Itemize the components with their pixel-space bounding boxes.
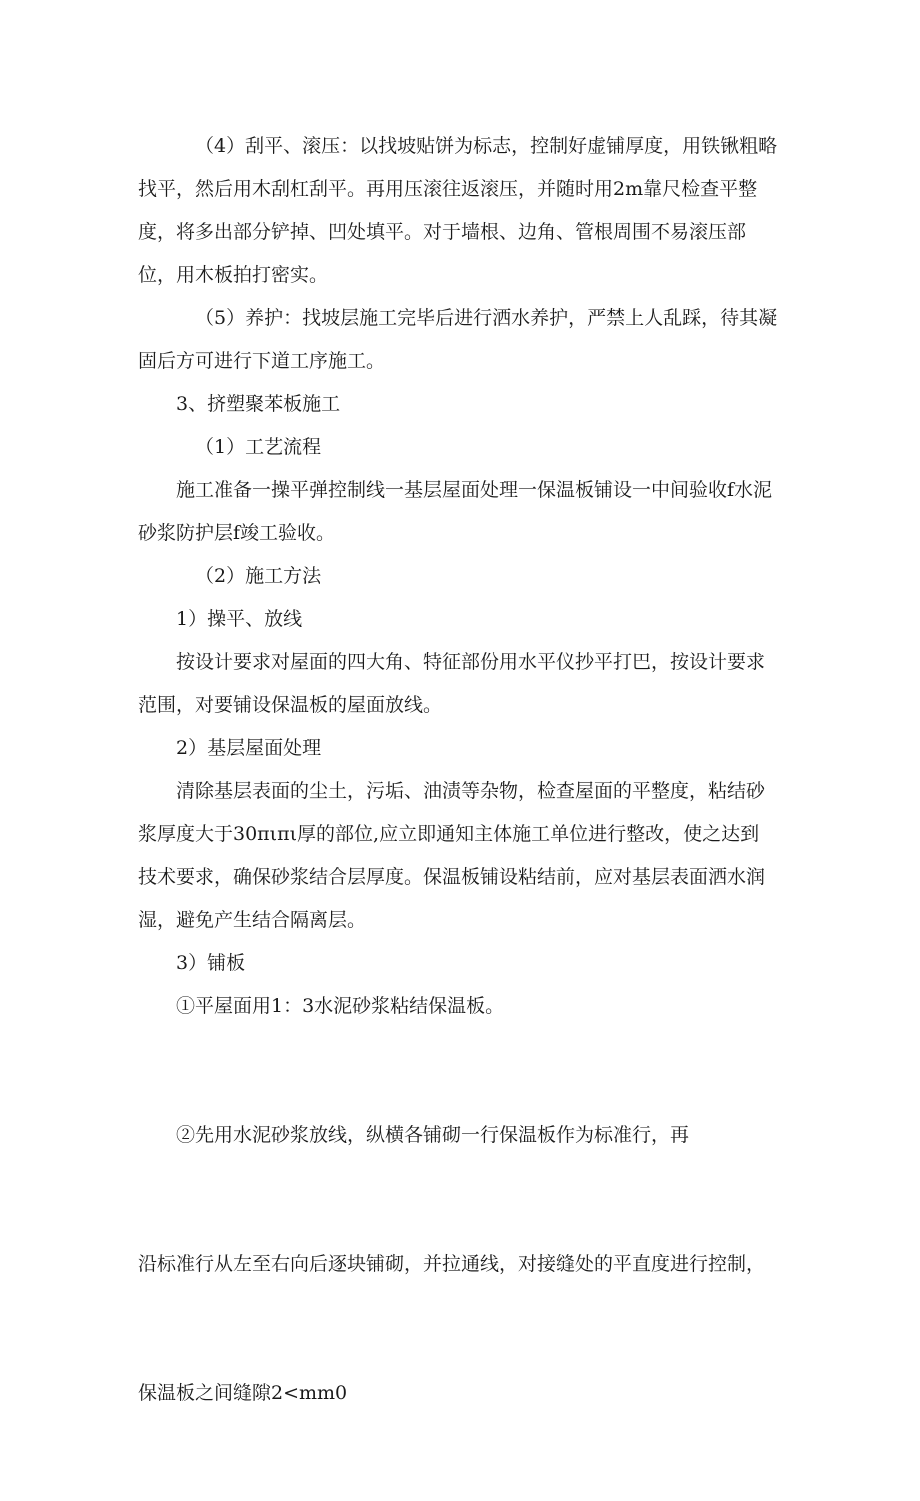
paragraph-base-treatment: 清除基层表面的尘土，污垢、油渍等杂物，检查屋面的平整度，粘结砂浆厚度大于30πιπι厚的部位,应立即通知主体施工单位进行整改，使之达到技术要求，确保砂浆结合层厚度。保温板铺设粘结前，应对基层表面洒水润湿，避免产生结合隔离层。 — [138, 780, 766, 931]
subheading-construction-method: （2）施工方法 — [195, 565, 322, 587]
paragraph-scraping-rolling: （4）刮平、滚压：以找坡贴饼为标志，控制好虚铺厚度，用铁锹粗略找平，然后用木刮杠刮平。再用压滚往返滚压，并随时用2m靠尺检查平整度，将多出部分铲掉、凹处填平。对于墙根、边角、管根周围不易滚压部位，用木板拍打密实。 — [138, 135, 778, 286]
laying-line-1: ②先用水泥砂浆放线，纵横各铺砌一行保温板作为标准行，再 — [176, 1124, 690, 1146]
laying-line-3: 保温板之间缝隙2<mm0 — [138, 1382, 348, 1404]
item-heading-base-treatment: 2）基层屋面处理 — [176, 737, 322, 759]
body-text — [138, 125, 778, 1501]
item-heading-leveling: 1）操平、放线 — [176, 608, 303, 630]
section-heading-xps-board: 3、挤塑聚苯板施工 — [176, 393, 341, 415]
paragraph-laying-sequence — [138, 1028, 778, 1501]
paragraph-process-flow: 施工准备一操平弹控制线一基层屋面处理一保温板铺设一中间验收f水泥砂浆防护层f竣工验收。 — [138, 479, 773, 544]
subheading-process-flow: （1）工艺流程 — [195, 436, 322, 458]
item-heading-laying-boards: 3）铺板 — [176, 952, 246, 974]
laying-line-2: 沿标准行从左至右向后逐块铺砌，并拉通线，对接缝处的平直度进行控制， — [138, 1253, 766, 1275]
paragraph-leveling: 按设计要求对屋面的四大角、特征部份用水平仪抄平打巴，按设计要求范围，对要铺设保温板的屋面放线。 — [138, 651, 766, 716]
paragraph-curing: （5）养护：找坡层施工完毕后进行洒水养护，严禁上人乱踩，待其凝固后方可进行下道工序施工。 — [138, 307, 778, 372]
paragraph-flat-roof-mortar: ①平屋面用1：3水泥砂浆粘结保温板。 — [176, 995, 505, 1017]
